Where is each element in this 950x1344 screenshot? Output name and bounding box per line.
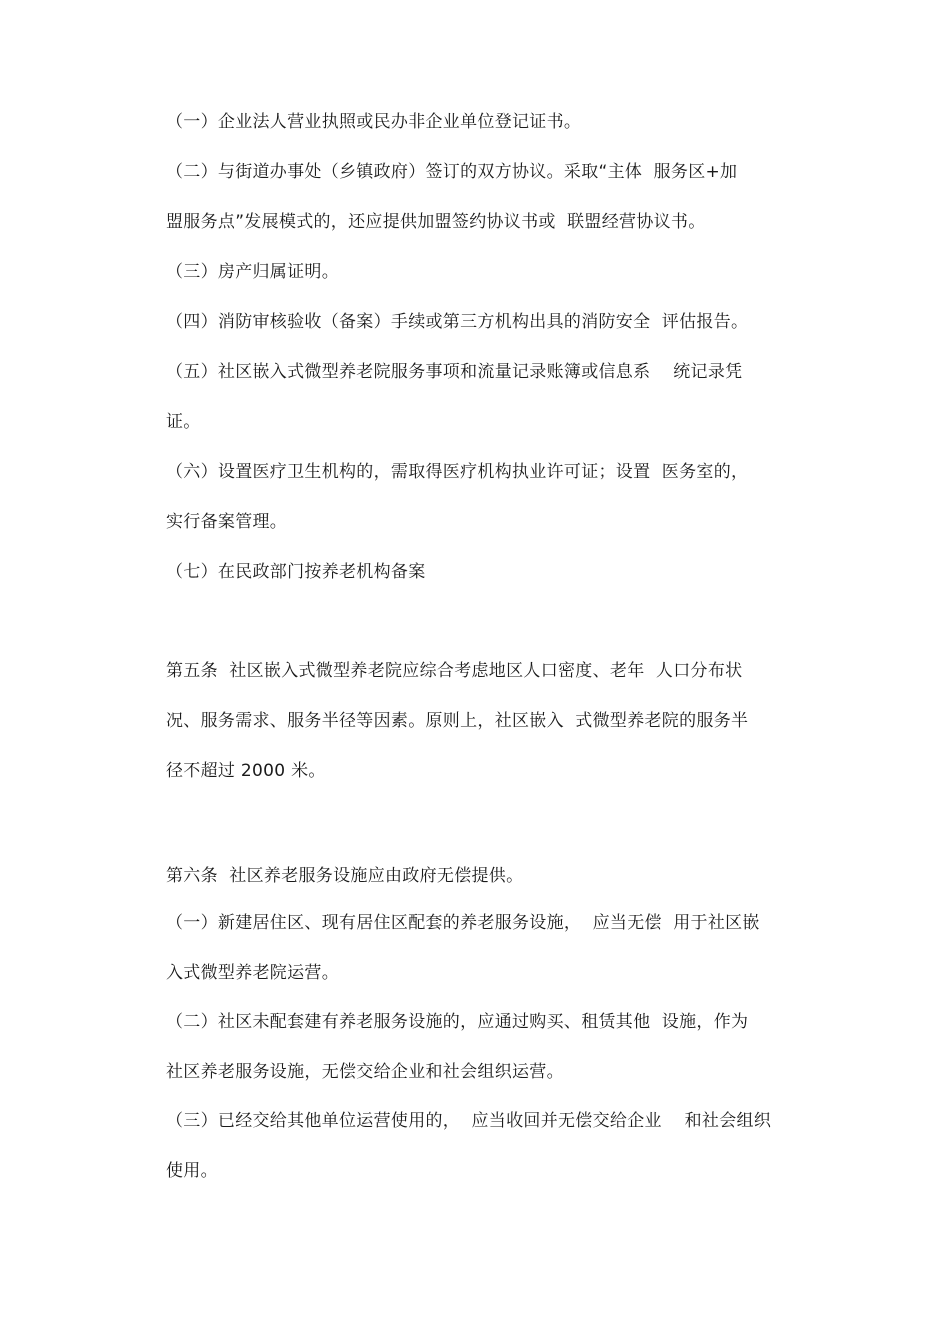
text-line-item-3: （三）房产归属证明。 [166, 262, 339, 282]
text-line-item-5-cont: 证。 [166, 412, 201, 432]
article-6-item-2-cont: 社区养老服务设施，无偿交给企业和社会组织运营。 [166, 1062, 564, 1082]
text-line-item-2: （二）与街道办事处（乡镇政府）签订的双方协议。采取“主体 服务区+加 [166, 162, 738, 182]
article-6-item-3: （三）已经交给其他单位运营使用的， 应当收回并无偿交给企业 和社会组织 [166, 1111, 772, 1131]
text-line-item-1: （一）企业法人营业执照或民办非企业单位登记证书。 [166, 112, 582, 132]
text-line-item-5: （五）社区嵌入式微型养老院服务事项和流量记录账簿或信息系 统记录凭 [166, 362, 743, 382]
article-6-item-2: （二）社区未配套建有养老服务设施的，应通过购买、租赁其他 设施，作为 [166, 1012, 749, 1032]
article-5-line-1: 第五条 社区嵌入式微型养老院应综合考虑地区人口密度、老年 人口分布状 [166, 661, 743, 681]
text-line-item-2-cont: 盟服务点”发展模式的，还应提供加盟签约协议书或 联盟经营协议书。 [166, 212, 706, 232]
article-6-item-1-cont: 入式微型养老院运营。 [166, 963, 339, 983]
article-6-item-3-cont: 使用。 [166, 1161, 218, 1181]
text-line-item-4: （四）消防审核验收（备案）手续或第三方机构出具的消防安全 评估报告。 [166, 312, 749, 332]
text-line-item-6-cont: 实行备案管理。 [166, 512, 288, 532]
article-6-heading: 第六条 社区养老服务设施应由政府无偿提供。 [166, 866, 524, 886]
article-5-line-3: 径不超过 2000 米。 [166, 761, 326, 781]
article-5-line-2: 况、服务需求、服务半径等因素。原则上，社区嵌入 式微型养老院的服务半 [166, 711, 749, 731]
text-line-item-7: （七）在民政部门按养老机构备案 [166, 562, 426, 582]
article-6-item-1: （一）新建居住区、现有居住区配套的养老服务设施， 应当无偿 用于社区嵌 [166, 913, 760, 933]
text-line-item-6: （六）设置医疗卫生机构的，需取得医疗机构执业许可证；设置 医务室的， [166, 462, 749, 482]
